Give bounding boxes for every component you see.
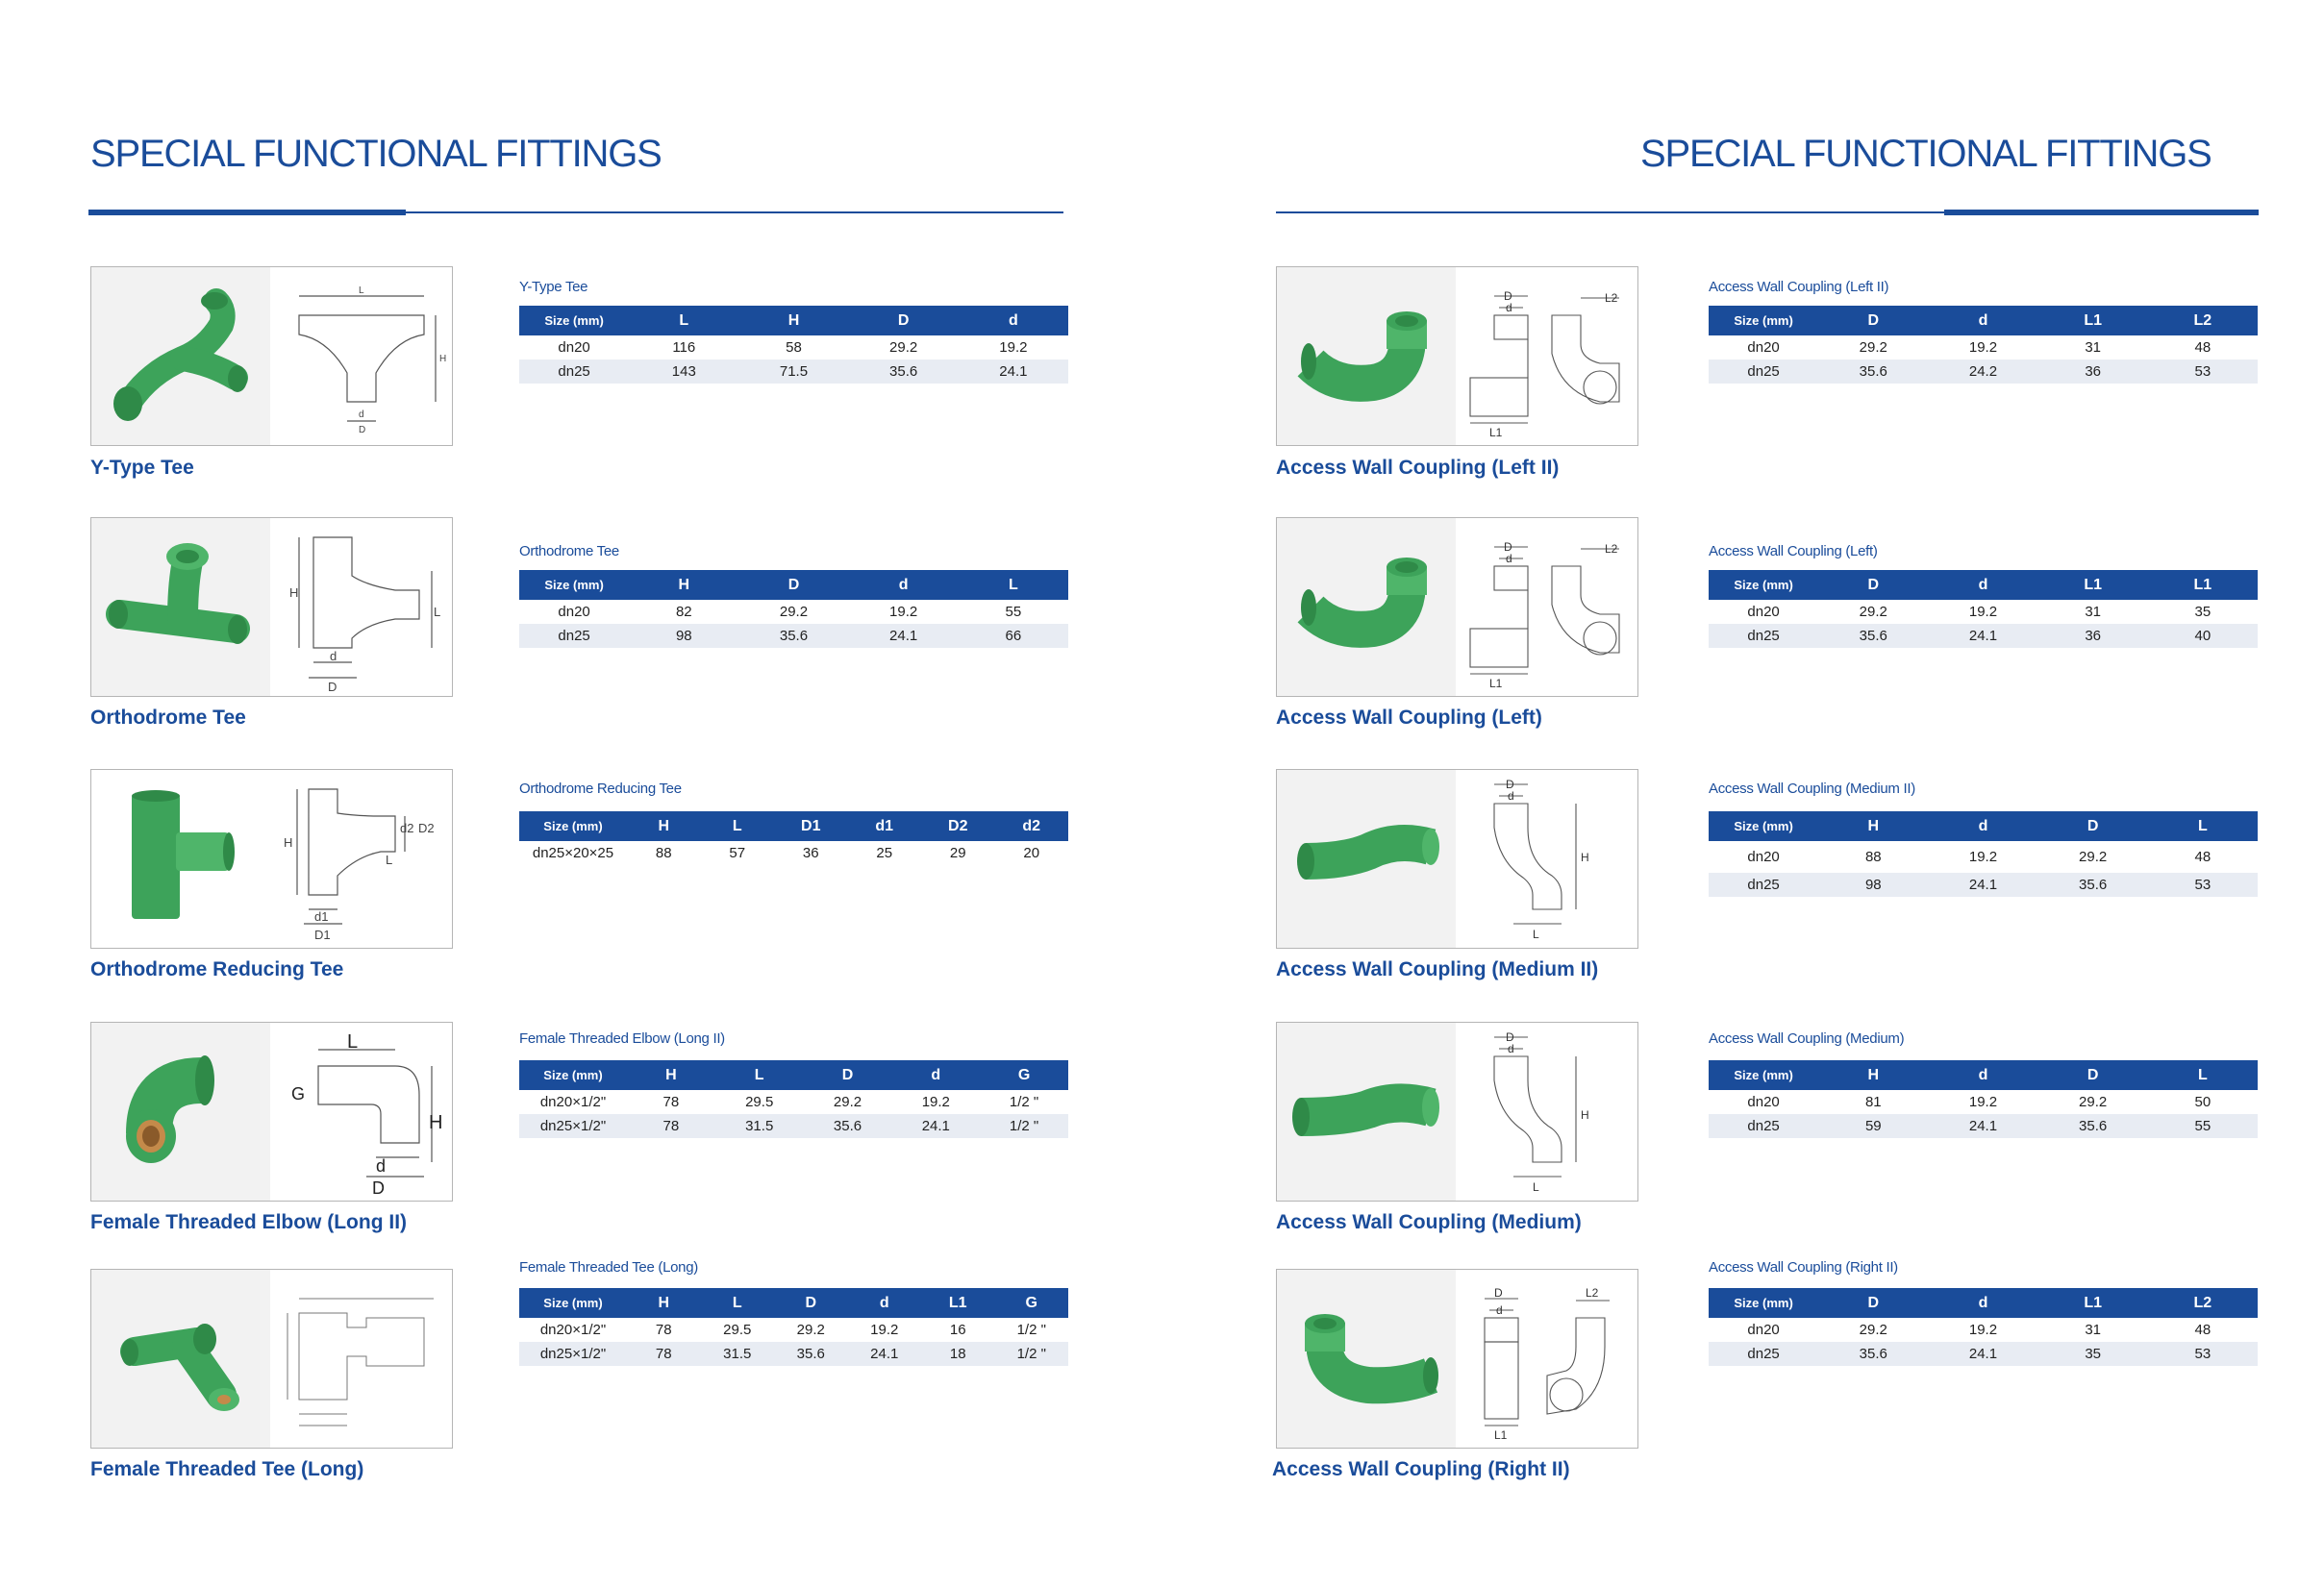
product-photo — [91, 518, 270, 696]
table-cell: dn25 — [1709, 624, 1818, 648]
table-row — [1709, 335, 2258, 360]
table-cell: 116 — [672, 339, 696, 356]
column-header: d — [959, 306, 1068, 335]
table-cell: dn25 — [519, 624, 629, 648]
table-cell: 58 — [786, 339, 802, 356]
dim-label: d — [1508, 789, 1514, 803]
table-cell: 29.2 — [1859, 1322, 1887, 1338]
column-header: d — [1928, 1288, 2037, 1318]
product-name: Access Wall Coupling (Medium II) — [1276, 958, 1599, 980]
table-row — [1709, 600, 2258, 624]
table-title: Access Wall Coupling (Left) — [1709, 543, 1878, 559]
table-cell: 29.2 — [889, 339, 918, 356]
product-image-access-wall-coupling-right-ii — [1276, 1269, 1638, 1449]
technical-drawing — [1456, 1023, 1637, 1201]
technical-drawing — [270, 1270, 452, 1448]
column-header: D — [774, 1288, 848, 1318]
spec-table — [519, 306, 1068, 384]
column-header: G — [995, 1288, 1069, 1318]
column-header: L1 — [921, 1288, 995, 1318]
dim-label: H — [439, 354, 447, 364]
column-header: Size (mm) — [519, 306, 629, 335]
table-cell: 29.2 — [1859, 339, 1887, 356]
table-cell: 35 — [2038, 1342, 2148, 1366]
column-header: Size (mm) — [1709, 570, 1818, 600]
dim-label: H — [1581, 1108, 1589, 1122]
column-header: L — [959, 570, 1068, 600]
table-cell: 20 — [1023, 845, 1040, 861]
table-title: Orthodrome Tee — [519, 543, 619, 559]
table-title: Y-Type Tee — [519, 279, 588, 295]
table-cell: 19.2 — [1968, 849, 1998, 865]
table-cell: 48 — [2194, 849, 2212, 865]
dim-label: D — [1504, 289, 1512, 303]
column-header: D — [849, 306, 959, 335]
table-cell: 29 — [949, 845, 966, 861]
table-cell: 29.5 — [723, 1322, 752, 1338]
table-cell: 24.1 — [1928, 873, 2037, 897]
technical-drawing — [270, 518, 452, 696]
table-cell: 29.2 — [2079, 849, 2108, 865]
table-cell: 24.1 — [1928, 1114, 2037, 1138]
product-name: Orthodrome Reducing Tee — [90, 958, 344, 980]
table-cell: 88 — [655, 845, 672, 861]
column-header: L1 — [2148, 570, 2258, 600]
table-cell: 53 — [2148, 1342, 2258, 1366]
table-cell: 19.2 — [889, 604, 918, 620]
table-row — [1709, 1114, 2258, 1138]
table-cell: dn20 — [1747, 1094, 1780, 1110]
dim-label: D2 — [418, 821, 435, 835]
spec-table — [1709, 306, 2258, 384]
table-row — [519, 335, 1068, 360]
column-header: L — [701, 1288, 775, 1318]
table-cell: dn25 — [1709, 1342, 1818, 1366]
column-header: H — [627, 1288, 701, 1318]
table-cell: dn25 — [1709, 360, 1818, 384]
table-row — [519, 600, 1068, 624]
table-cell: dn20 — [1747, 604, 1780, 620]
table-cell: 1/2 " — [980, 1114, 1068, 1138]
column-header: D — [2038, 811, 2148, 841]
table-cell: 143 — [629, 360, 738, 384]
table-cell: 24.1 — [849, 624, 959, 648]
spec-table — [1709, 1060, 2258, 1138]
table-cell: dn25×1/2" — [519, 1114, 627, 1138]
table-cell: 19.2 — [921, 1094, 950, 1110]
table-cell: 29.2 — [796, 1322, 825, 1338]
table-header-row — [1709, 306, 2258, 335]
table-cell: 19.2 — [1968, 339, 1998, 356]
technical-drawing — [270, 1023, 452, 1201]
table-cell: 24.1 — [1928, 624, 2037, 648]
table-row — [519, 360, 1068, 384]
table-row — [519, 1090, 1068, 1114]
table-cell: 50 — [2194, 1094, 2212, 1110]
dim-label: L — [434, 605, 441, 619]
table-cell: 16 — [949, 1322, 966, 1338]
table-title: Access Wall Coupling (Medium II) — [1709, 781, 1915, 797]
table-cell: 35.6 — [738, 624, 848, 648]
dim-label: d1 — [314, 909, 329, 924]
table-cell: 82 — [675, 604, 692, 620]
page-title-left: SPECIAL FUNCTIONAL FITTINGS — [90, 133, 662, 175]
table-row — [1709, 1342, 2258, 1366]
product-name: Female Threaded Tee (Long) — [90, 1458, 364, 1480]
table-cell: 29.2 — [779, 604, 809, 620]
table-header-row — [1709, 811, 2258, 841]
column-header: d — [849, 570, 959, 600]
column-header: H — [627, 811, 701, 841]
table-cell: 24.1 — [1928, 1342, 2037, 1366]
column-header: D — [1818, 570, 1928, 600]
table-row — [519, 1342, 1068, 1366]
table-cell: 1/2 " — [1016, 1322, 1046, 1338]
technical-drawing — [1456, 267, 1637, 445]
table-cell: dn20×1/2" — [539, 1322, 607, 1338]
table-cell: dn25 — [519, 360, 629, 384]
column-header: L — [629, 306, 738, 335]
dim-label: L — [386, 853, 393, 867]
dim-label: L1 — [1494, 1428, 1508, 1442]
table-cell: 19.2 — [1968, 1094, 1998, 1110]
dim-label: L — [1533, 928, 1539, 941]
dim-label: L1 — [1489, 426, 1503, 439]
table-cell: dn20×1/2" — [539, 1094, 607, 1110]
product-name: Access Wall Coupling (Left) — [1276, 707, 1542, 729]
table-title: Female Threaded Elbow (Long II) — [519, 1030, 725, 1047]
column-header: L — [2148, 811, 2258, 841]
column-header: G — [980, 1060, 1068, 1090]
table-header-row — [519, 570, 1068, 600]
table-cell: 19.2 — [1968, 604, 1998, 620]
technical-drawing — [1456, 770, 1637, 948]
table-cell: 98 — [1818, 873, 1928, 897]
table-cell: 78 — [627, 1114, 715, 1138]
table-cell: 29.2 — [833, 1094, 862, 1110]
dim-label: H — [284, 835, 293, 850]
column-header: L2 — [2148, 306, 2258, 335]
table-row — [519, 1114, 1068, 1138]
table-header-row — [519, 811, 1068, 841]
table-cell: 59 — [1818, 1114, 1928, 1138]
spec-table — [1709, 570, 2258, 648]
table-row — [1709, 841, 2258, 873]
column-header: L — [715, 1060, 804, 1090]
table-cell: dn20 — [558, 339, 590, 356]
table-cell: 55 — [1005, 604, 1022, 620]
column-header: Size (mm) — [519, 1060, 627, 1090]
spec-table — [519, 570, 1068, 648]
column-header: L — [2148, 1060, 2258, 1090]
column-header: D — [804, 1060, 892, 1090]
column-header: D — [2038, 1060, 2148, 1090]
dim-label: d — [330, 649, 337, 663]
technical-drawing — [1456, 1270, 1637, 1448]
table-header-row — [1709, 1288, 2258, 1318]
spec-table — [519, 1060, 1068, 1138]
table-cell: 31 — [2085, 604, 2101, 620]
table-header-row — [1709, 570, 2258, 600]
dim-label: H — [1581, 851, 1589, 864]
product-photo — [1277, 267, 1456, 445]
table-cell: 25 — [876, 845, 893, 861]
table-cell: 24.2 — [1928, 360, 2037, 384]
table-cell: 48 — [2194, 339, 2212, 356]
product-photo — [1277, 770, 1456, 948]
table-title: Female Threaded Tee (Long) — [519, 1259, 698, 1276]
dim-label: D — [1506, 778, 1514, 791]
column-header: L — [701, 811, 775, 841]
spec-table — [519, 1288, 1068, 1366]
table-cell: 36 — [802, 845, 819, 861]
spec-table — [519, 811, 1068, 865]
column-header: d — [891, 1060, 980, 1090]
product-image-y-type-tee — [90, 266, 453, 446]
table-row — [519, 841, 1068, 865]
table-cell: 98 — [629, 624, 738, 648]
dim-label: d — [376, 1156, 387, 1176]
table-cell: dn25 — [1709, 873, 1818, 897]
dim-label: D — [1494, 1286, 1503, 1300]
table-cell: 35.6 — [774, 1342, 848, 1366]
column-header: D1 — [774, 811, 848, 841]
dim-label: L2 — [1586, 1286, 1599, 1300]
product-image-access-wall-coupling-left-ii — [1276, 266, 1638, 446]
product-image-orthodrome-tee — [90, 517, 453, 697]
column-header: H — [1818, 811, 1928, 841]
product-name: Female Threaded Elbow (Long II) — [90, 1211, 408, 1233]
dim-label: d — [1506, 552, 1512, 565]
column-header: d — [1928, 811, 2037, 841]
table-cell: 88 — [1864, 849, 1882, 865]
table-row — [519, 1318, 1068, 1342]
table-cell: 19.2 — [1968, 1322, 1998, 1338]
dim-label: D — [359, 425, 366, 435]
column-header: Size (mm) — [1709, 1060, 1818, 1090]
table-cell: 71.5 — [738, 360, 848, 384]
column-header: Size (mm) — [519, 570, 629, 600]
table-cell: 53 — [2148, 360, 2258, 384]
product-name: Access Wall Coupling (Left II) — [1276, 457, 1560, 479]
technical-drawing — [1456, 518, 1637, 696]
dim-label: L1 — [1489, 677, 1503, 690]
product-photo — [1277, 518, 1456, 696]
table-cell: 66 — [959, 624, 1068, 648]
table-cell: 36 — [2038, 624, 2148, 648]
column-header: H — [627, 1060, 715, 1090]
table-cell: 78 — [655, 1322, 672, 1338]
column-header: d — [1928, 1060, 2037, 1090]
column-header: D2 — [921, 811, 995, 841]
product-image-female-threaded-tee — [90, 1269, 453, 1449]
dim-label: D — [1504, 540, 1512, 554]
product-image-female-threaded-elbow — [90, 1022, 453, 1202]
column-header: D — [1818, 306, 1928, 335]
table-cell: 31.5 — [701, 1342, 775, 1366]
table-header-row — [519, 1060, 1068, 1090]
table-cell: 53 — [2148, 873, 2258, 897]
table-cell: 31.5 — [715, 1114, 804, 1138]
column-header: Size (mm) — [1709, 811, 1818, 841]
table-cell: 81 — [1864, 1094, 1882, 1110]
table-cell: 18 — [921, 1342, 995, 1366]
dim-label: d — [1496, 1303, 1503, 1317]
table-cell: 57 — [729, 845, 746, 861]
column-header: Size (mm) — [519, 1288, 627, 1318]
table-cell: 35.6 — [1818, 624, 1928, 648]
product-image-access-wall-coupling-medium-ii — [1276, 769, 1638, 949]
dim-label: L2 — [1605, 291, 1618, 305]
dim-label: L — [347, 1031, 359, 1053]
dim-label: D — [372, 1178, 385, 1198]
product-image-orthodrome-reducing-tee — [90, 769, 453, 949]
table-cell: 78 — [627, 1342, 701, 1366]
dim-label: D1 — [314, 928, 331, 942]
product-photo — [91, 770, 270, 948]
table-cell: dn25×20×25 — [532, 845, 614, 861]
technical-drawing — [270, 770, 452, 948]
product-photo — [1277, 1023, 1456, 1201]
column-header: d1 — [848, 811, 922, 841]
table-row — [1709, 1090, 2258, 1114]
column-header: d2 — [995, 811, 1069, 841]
dim-label: L — [359, 285, 364, 296]
dim-label: D — [1506, 1030, 1514, 1044]
column-header: L1 — [2038, 570, 2148, 600]
table-cell: 78 — [662, 1094, 680, 1110]
table-cell: 55 — [2148, 1114, 2258, 1138]
table-header-row — [519, 306, 1068, 335]
table-cell: 35.6 — [1818, 1342, 1928, 1366]
dim-label: H — [289, 585, 299, 600]
page-title-right: SPECIAL FUNCTIONAL FITTINGS — [1640, 133, 2212, 175]
product-name: Orthodrome Tee — [90, 707, 246, 729]
product-name: Y-Type Tee — [90, 457, 194, 479]
title-rule-left-accent — [88, 210, 406, 215]
column-header: Size (mm) — [1709, 306, 1818, 335]
table-title: Access Wall Coupling (Right II) — [1709, 1259, 1898, 1276]
table-cell: 35.6 — [1818, 360, 1928, 384]
table-cell: 35.6 — [2038, 873, 2148, 897]
table-cell: 29.2 — [1859, 604, 1887, 620]
table-header-row — [519, 1288, 1068, 1318]
column-header: H — [629, 570, 738, 600]
table-header-row — [1709, 1060, 2258, 1090]
table-cell: 29.2 — [2079, 1094, 2108, 1110]
table-row — [1709, 360, 2258, 384]
dim-label: d2 — [400, 821, 414, 835]
spec-table — [1709, 811, 2258, 897]
dim-label: d — [1508, 1042, 1514, 1055]
table-cell: dn25×1/2" — [519, 1342, 627, 1366]
column-header: D — [738, 570, 848, 600]
table-cell: dn20 — [558, 604, 590, 620]
table-cell: dn20 — [1747, 1322, 1780, 1338]
table-cell: 29.5 — [745, 1094, 774, 1110]
table-cell: 35.6 — [804, 1114, 892, 1138]
product-image-access-wall-coupling-medium — [1276, 1022, 1638, 1202]
product-photo — [91, 1023, 270, 1201]
table-cell: 24.1 — [848, 1342, 922, 1366]
table-cell: 35.6 — [2038, 1114, 2148, 1138]
dim-label: L2 — [1605, 542, 1618, 556]
table-cell: 24.1 — [959, 360, 1068, 384]
table-cell: dn20 — [1747, 849, 1780, 865]
table-row — [1709, 1318, 2258, 1342]
technical-drawing — [270, 267, 452, 445]
product-photo — [91, 267, 270, 445]
product-name: Access Wall Coupling (Medium) — [1276, 1211, 1582, 1233]
column-header: Size (mm) — [1709, 1288, 1818, 1318]
title-rule-right-accent — [1944, 210, 2259, 215]
table-cell: 31 — [2085, 339, 2101, 356]
table-cell: 19.2 — [999, 339, 1028, 356]
dim-label: G — [291, 1084, 306, 1103]
table-row — [519, 624, 1068, 648]
product-name: Access Wall Coupling (Right II) — [1272, 1458, 1570, 1480]
table-cell: 31 — [2085, 1322, 2101, 1338]
column-header: H — [738, 306, 848, 335]
table-cell: 40 — [2148, 624, 2258, 648]
column-header: H — [1818, 1060, 1928, 1090]
table-cell: dn20 — [1747, 339, 1780, 356]
table-row — [1709, 873, 2258, 897]
column-header: d — [848, 1288, 922, 1318]
product-photo — [1277, 1270, 1456, 1448]
column-header: L1 — [2038, 306, 2148, 335]
table-cell: 35.6 — [849, 360, 959, 384]
column-header: D — [1818, 1288, 1928, 1318]
column-header: d — [1928, 306, 2037, 335]
table-title: Access Wall Coupling (Left II) — [1709, 279, 1889, 295]
dim-label: d — [1506, 301, 1512, 314]
dim-label: d — [359, 409, 364, 420]
product-photo — [91, 1270, 270, 1448]
dim-label: L — [1533, 1180, 1539, 1194]
table-cell: 36 — [2038, 360, 2148, 384]
column-header: d — [1928, 570, 2037, 600]
column-header: L2 — [2148, 1288, 2258, 1318]
table-row — [1709, 624, 2258, 648]
column-header: Size (mm) — [519, 811, 627, 841]
table-cell: dn25 — [1709, 1114, 1818, 1138]
table-cell: 1/2 " — [1009, 1094, 1039, 1110]
table-cell: 48 — [2194, 1322, 2212, 1338]
table-cell: 24.1 — [891, 1114, 980, 1138]
table-cell: 35 — [2194, 604, 2212, 620]
product-image-access-wall-coupling-left — [1276, 517, 1638, 697]
table-cell: 1/2 " — [995, 1342, 1069, 1366]
dim-label: H — [429, 1112, 443, 1133]
table-cell: 19.2 — [870, 1322, 899, 1338]
spec-table — [1709, 1288, 2258, 1366]
table-title: Access Wall Coupling (Medium) — [1709, 1030, 1905, 1047]
table-title: Orthodrome Reducing Tee — [519, 781, 682, 797]
column-header: L1 — [2038, 1288, 2148, 1318]
dim-label: D — [328, 680, 337, 694]
